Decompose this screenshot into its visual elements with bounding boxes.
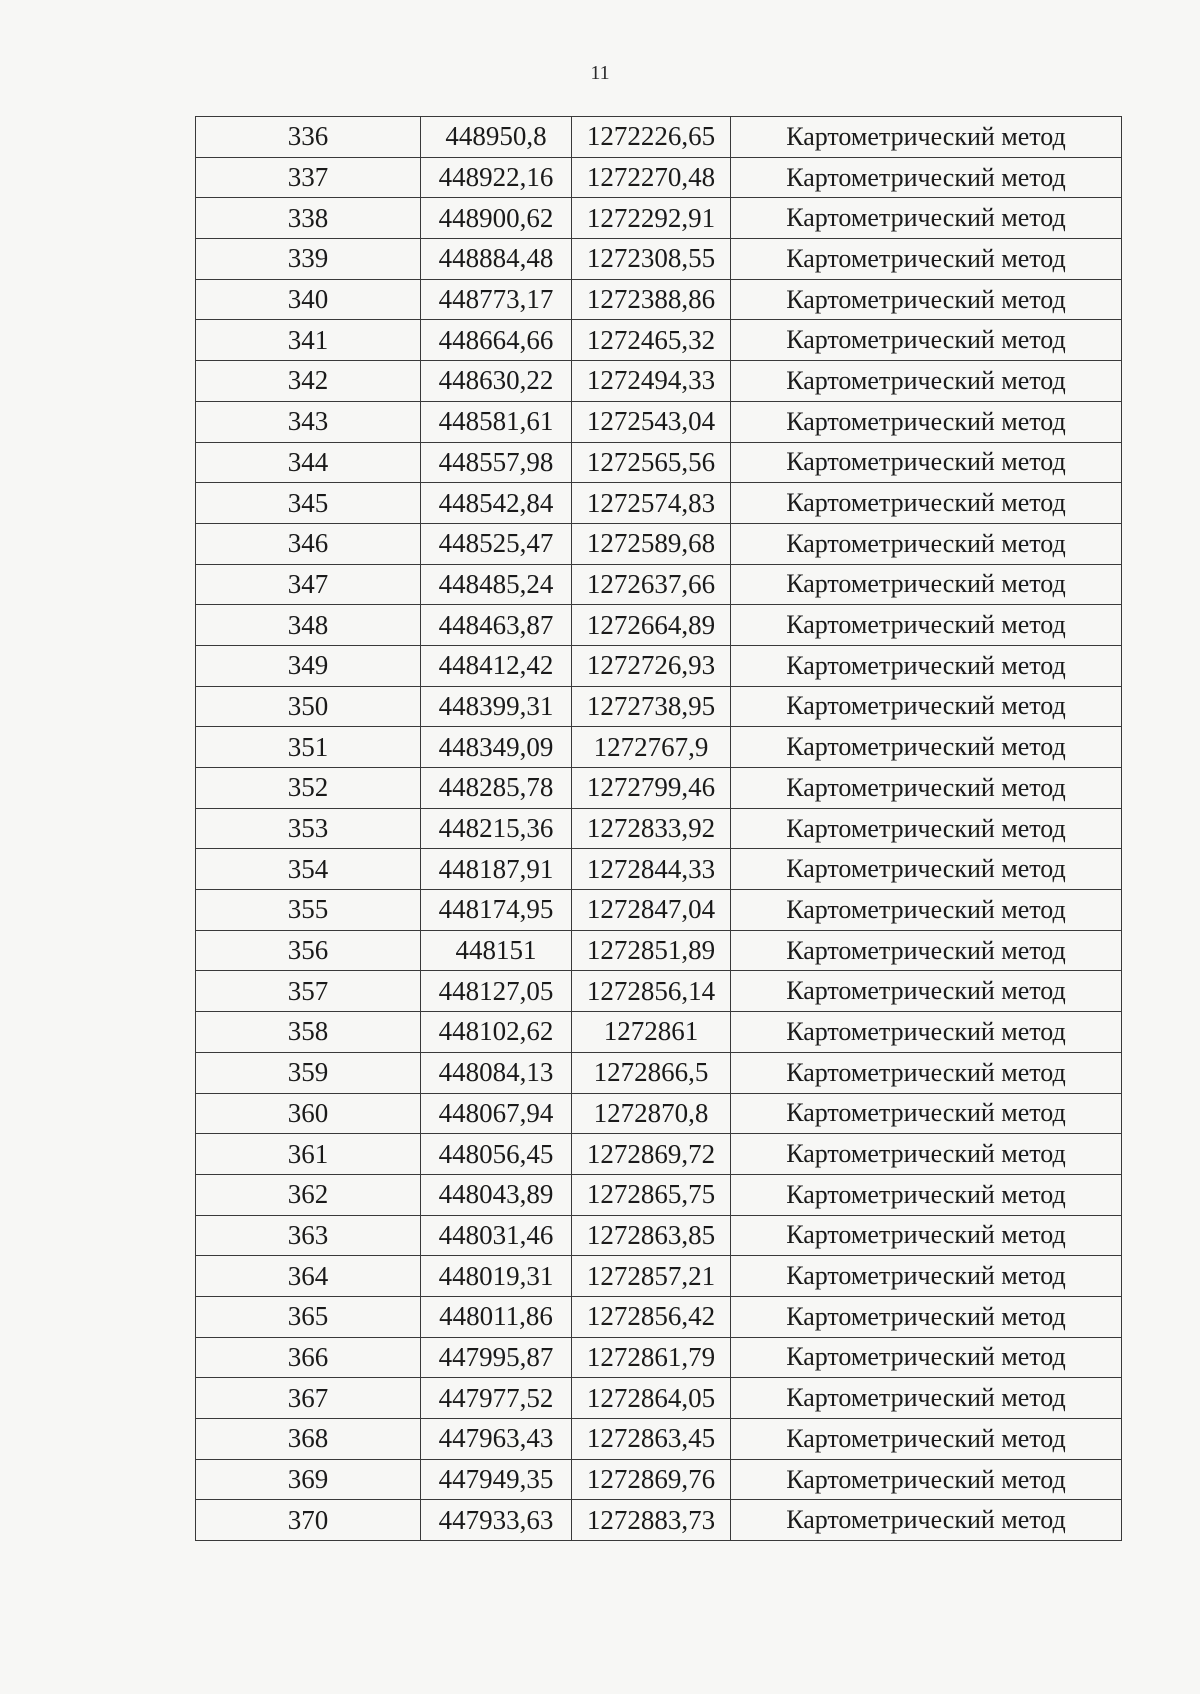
method-cell: Картометрический метод [731,1215,1122,1256]
table-row [196,1419,1122,1460]
method-cell: Картометрический метод [731,768,1122,809]
y-coordinate-cell: 1272851,89 [572,930,731,971]
y-coordinate-cell: 1272865,75 [572,1174,731,1215]
table-row [196,279,1122,320]
point-number-cell: 342 [196,361,421,402]
y-coordinate-cell: 1272861,79 [572,1337,731,1378]
table-row [196,483,1122,524]
page-number: 11 [590,62,610,84]
method-cell: Картометрический метод [731,1134,1122,1175]
table-row [196,1215,1122,1256]
x-coordinate-cell: 448950,8 [421,117,572,158]
table-row [196,808,1122,849]
coordinates-table-body [196,117,1122,1541]
point-number-cell: 365 [196,1296,421,1337]
y-coordinate-cell: 1272883,73 [572,1500,731,1541]
method-cell: Картометрический метод [731,361,1122,402]
point-number-cell: 345 [196,483,421,524]
x-coordinate-cell: 447977,52 [421,1378,572,1419]
table-row [196,1500,1122,1541]
x-coordinate-cell: 448011,86 [421,1296,572,1337]
x-coordinate-cell: 448019,31 [421,1256,572,1297]
y-coordinate-cell: 1272869,72 [572,1134,731,1175]
y-coordinate-cell: 1272856,14 [572,971,731,1012]
point-number-cell: 356 [196,930,421,971]
y-coordinate-cell: 1272226,65 [572,117,731,158]
point-number-cell: 359 [196,1052,421,1093]
point-number-cell: 341 [196,320,421,361]
point-number-cell: 370 [196,1500,421,1541]
point-number-cell: 336 [196,117,421,158]
x-coordinate-cell: 448557,98 [421,442,572,483]
x-coordinate-cell: 448412,42 [421,645,572,686]
point-number-cell: 367 [196,1378,421,1419]
y-coordinate-cell: 1272270,48 [572,157,731,198]
y-coordinate-cell: 1272833,92 [572,808,731,849]
table-row [196,198,1122,239]
x-coordinate-cell: 448187,91 [421,849,572,890]
method-cell: Картометрический метод [731,523,1122,564]
x-coordinate-cell: 447963,43 [421,1419,572,1460]
method-cell: Картометрический метод [731,849,1122,890]
table-row [196,157,1122,198]
table-row [196,1012,1122,1053]
x-coordinate-cell: 448664,66 [421,320,572,361]
y-coordinate-cell: 1272664,89 [572,605,731,646]
x-coordinate-cell: 447949,35 [421,1459,572,1500]
x-coordinate-cell: 448399,31 [421,686,572,727]
table-row [196,320,1122,361]
x-coordinate-cell: 448102,62 [421,1012,572,1053]
y-coordinate-cell: 1272589,68 [572,523,731,564]
method-cell: Картометрический метод [731,605,1122,646]
method-cell: Картометрический метод [731,808,1122,849]
x-coordinate-cell: 448884,48 [421,239,572,280]
table-row [196,1093,1122,1134]
method-cell: Картометрический метод [731,442,1122,483]
table-row [196,1378,1122,1419]
table-row [196,1296,1122,1337]
method-cell: Картометрический метод [731,890,1122,931]
point-number-cell: 337 [196,157,421,198]
point-number-cell: 360 [196,1093,421,1134]
method-cell: Картометрический метод [731,1419,1122,1460]
y-coordinate-cell: 1272870,8 [572,1093,731,1134]
method-cell: Картометрический метод [731,1337,1122,1378]
y-coordinate-cell: 1272767,9 [572,727,731,768]
table-row [196,727,1122,768]
y-coordinate-cell: 1272543,04 [572,401,731,442]
x-coordinate-cell: 448542,84 [421,483,572,524]
method-cell: Картометрический метод [731,1296,1122,1337]
y-coordinate-cell: 1272857,21 [572,1256,731,1297]
x-coordinate-cell: 448773,17 [421,279,572,320]
point-number-cell: 338 [196,198,421,239]
method-cell: Картометрический метод [731,971,1122,1012]
x-coordinate-cell: 448084,13 [421,1052,572,1093]
point-number-cell: 347 [196,564,421,605]
x-coordinate-cell: 448127,05 [421,971,572,1012]
coordinates-table [195,116,1122,1541]
x-coordinate-cell: 448215,36 [421,808,572,849]
y-coordinate-cell: 1272465,32 [572,320,731,361]
point-number-cell: 350 [196,686,421,727]
x-coordinate-cell: 448463,87 [421,605,572,646]
point-number-cell: 361 [196,1134,421,1175]
table-row [196,117,1122,158]
method-cell: Картометрический метод [731,1256,1122,1297]
y-coordinate-cell: 1272799,46 [572,768,731,809]
table-row [196,768,1122,809]
point-number-cell: 352 [196,768,421,809]
table-row [196,564,1122,605]
x-coordinate-cell: 448067,94 [421,1093,572,1134]
x-coordinate-cell: 447995,87 [421,1337,572,1378]
point-number-cell: 369 [196,1459,421,1500]
x-coordinate-cell: 448485,24 [421,564,572,605]
x-coordinate-cell: 448056,45 [421,1134,572,1175]
x-coordinate-cell: 448031,46 [421,1215,572,1256]
point-number-cell: 349 [196,645,421,686]
y-coordinate-cell: 1272847,04 [572,890,731,931]
method-cell: Картометрический метод [731,564,1122,605]
x-coordinate-cell: 448043,89 [421,1174,572,1215]
method-cell: Картометрический метод [731,930,1122,971]
y-coordinate-cell: 1272866,5 [572,1052,731,1093]
point-number-cell: 354 [196,849,421,890]
x-coordinate-cell: 448525,47 [421,523,572,564]
table-row [196,849,1122,890]
y-coordinate-cell: 1272565,56 [572,442,731,483]
table-row [196,686,1122,727]
y-coordinate-cell: 1272861 [572,1012,731,1053]
y-coordinate-cell: 1272864,05 [572,1378,731,1419]
y-coordinate-cell: 1272574,83 [572,483,731,524]
table-row [196,1174,1122,1215]
point-number-cell: 351 [196,727,421,768]
method-cell: Картометрический метод [731,279,1122,320]
method-cell: Картометрический метод [731,239,1122,280]
x-coordinate-cell: 448581,61 [421,401,572,442]
method-cell: Картометрический метод [731,1093,1122,1134]
table-row [196,1052,1122,1093]
table-row [196,361,1122,402]
y-coordinate-cell: 1272308,55 [572,239,731,280]
point-number-cell: 339 [196,239,421,280]
table-row [196,1134,1122,1175]
table-row [196,971,1122,1012]
table-row [196,401,1122,442]
method-cell: Картометрический метод [731,117,1122,158]
y-coordinate-cell: 1272292,91 [572,198,731,239]
point-number-cell: 346 [196,523,421,564]
method-cell: Картометрический метод [731,1052,1122,1093]
point-number-cell: 353 [196,808,421,849]
table-row [196,890,1122,931]
table-row [196,645,1122,686]
table-row [196,1459,1122,1500]
method-cell: Картометрический метод [731,1378,1122,1419]
table-row [196,605,1122,646]
method-cell: Картометрический метод [731,1174,1122,1215]
table-row [196,523,1122,564]
method-cell: Картометрический метод [731,1500,1122,1541]
method-cell: Картометрический метод [731,401,1122,442]
x-coordinate-cell: 448174,95 [421,890,572,931]
point-number-cell: 344 [196,442,421,483]
method-cell: Картометрический метод [731,320,1122,361]
table-row [196,1256,1122,1297]
point-number-cell: 368 [196,1419,421,1460]
method-cell: Картометрический метод [731,1012,1122,1053]
y-coordinate-cell: 1272738,95 [572,686,731,727]
x-coordinate-cell: 448285,78 [421,768,572,809]
y-coordinate-cell: 1272637,66 [572,564,731,605]
method-cell: Картометрический метод [731,686,1122,727]
point-number-cell: 357 [196,971,421,1012]
method-cell: Картометрический метод [731,727,1122,768]
point-number-cell: 355 [196,890,421,931]
y-coordinate-cell: 1272388,86 [572,279,731,320]
table-row [196,442,1122,483]
point-number-cell: 366 [196,1337,421,1378]
point-number-cell: 340 [196,279,421,320]
point-number-cell: 363 [196,1215,421,1256]
method-cell: Картометрический метод [731,198,1122,239]
x-coordinate-cell: 448349,09 [421,727,572,768]
point-number-cell: 364 [196,1256,421,1297]
point-number-cell: 348 [196,605,421,646]
y-coordinate-cell: 1272856,42 [572,1296,731,1337]
point-number-cell: 358 [196,1012,421,1053]
point-number-cell: 362 [196,1174,421,1215]
x-coordinate-cell: 448630,22 [421,361,572,402]
y-coordinate-cell: 1272869,76 [572,1459,731,1500]
method-cell: Картометрический метод [731,157,1122,198]
point-number-cell: 343 [196,401,421,442]
x-coordinate-cell: 448922,16 [421,157,572,198]
y-coordinate-cell: 1272494,33 [572,361,731,402]
table-row [196,239,1122,280]
table-row [196,1337,1122,1378]
x-coordinate-cell: 448151 [421,930,572,971]
y-coordinate-cell: 1272844,33 [572,849,731,890]
y-coordinate-cell: 1272863,45 [572,1419,731,1460]
method-cell: Картометрический метод [731,645,1122,686]
method-cell: Картометрический метод [731,483,1122,524]
x-coordinate-cell: 448900,62 [421,198,572,239]
y-coordinate-cell: 1272863,85 [572,1215,731,1256]
method-cell: Картометрический метод [731,1459,1122,1500]
x-coordinate-cell: 447933,63 [421,1500,572,1541]
table-row [196,930,1122,971]
y-coordinate-cell: 1272726,93 [572,645,731,686]
